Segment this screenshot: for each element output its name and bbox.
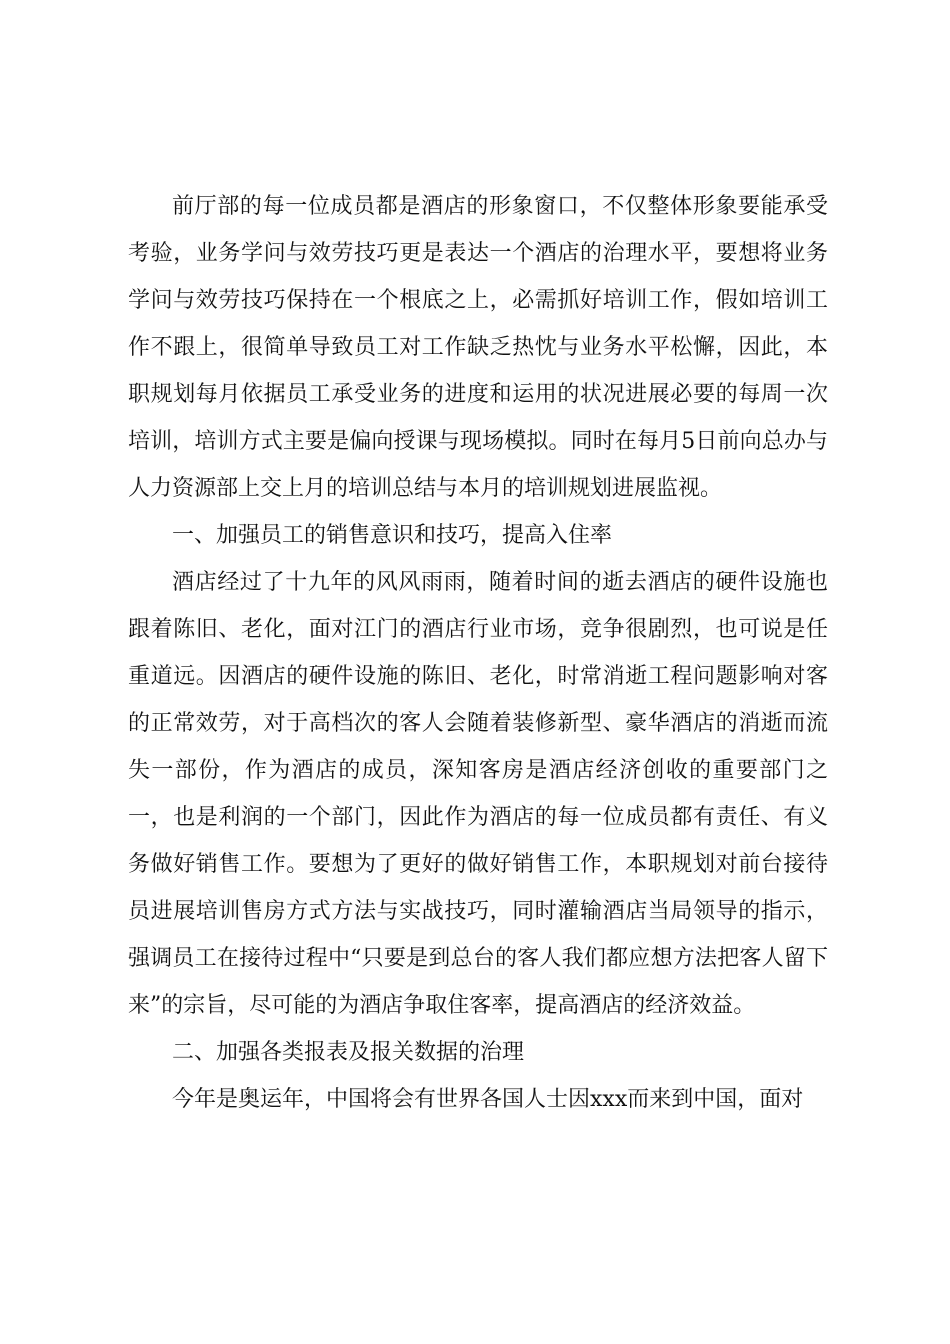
heading-sales-skills: 一、加强员工的销售意识和技巧，提高入住率 — [172, 523, 613, 548]
paragraph-training: 前厅部的每一位成员都是酒店的形象窗口，不仅整体形象要能承受考验，业务学问与效劳技巧更是表达一个酒店的治理水平，要想将业务学问与效劳技巧保持在一个根底之上，必需抓好培训工作，假如培训工作不跟上，很简单导致员工对工作缺乏热忱与业务水平松懈，因此，本职规划每月依据员工承受业务的进度和运用的状况进展必要的每周一次培训，培训方式主要是偏向授课与现场模拟。同时在每月5日前向总办与人力资源部上交上月的培训总结与本月的培训规划进展监视。 — [128, 194, 828, 501]
document-page — [128, 183, 828, 1123]
paragraph-olympics: 今年是奥运年，中国将会有世界各国人士因xxx而来到中国，面对 — [172, 1087, 804, 1112]
paragraph-sales: 酒店经过了十九年的风风雨雨，随着时间的逝去酒店的硬件设施也跟着陈旧、老化，面对江门的酒店行业市场，竞争很剧烈，也可说是任重道远。因酒店的硬件设施的陈旧、老化，时常消逝工程问题影响对客的正常效劳，对于高档次的客人会随着装修新型、豪华酒店的消逝而流失一部份，作为酒店的成员，深知客房是酒店经济创收的重要部门之一，也是利润的一个部门，因此作为酒店的每一位成员都有责任、有义务做好销售工作。要想为了更好的做好销售工作，本职规划对前台接待员进展培训售房方式方法与实战技巧，同时灌输酒店当局领导的指示，强调员工在接待过程中“只要是到总台的客人我们都应想方法把客人留下来”的宗旨，尽可能的为酒店争取住客率，提高酒店的经济效益。 — [128, 570, 828, 1018]
heading-reports: 二、加强各类报表及报关数据的治理 — [172, 1040, 525, 1065]
